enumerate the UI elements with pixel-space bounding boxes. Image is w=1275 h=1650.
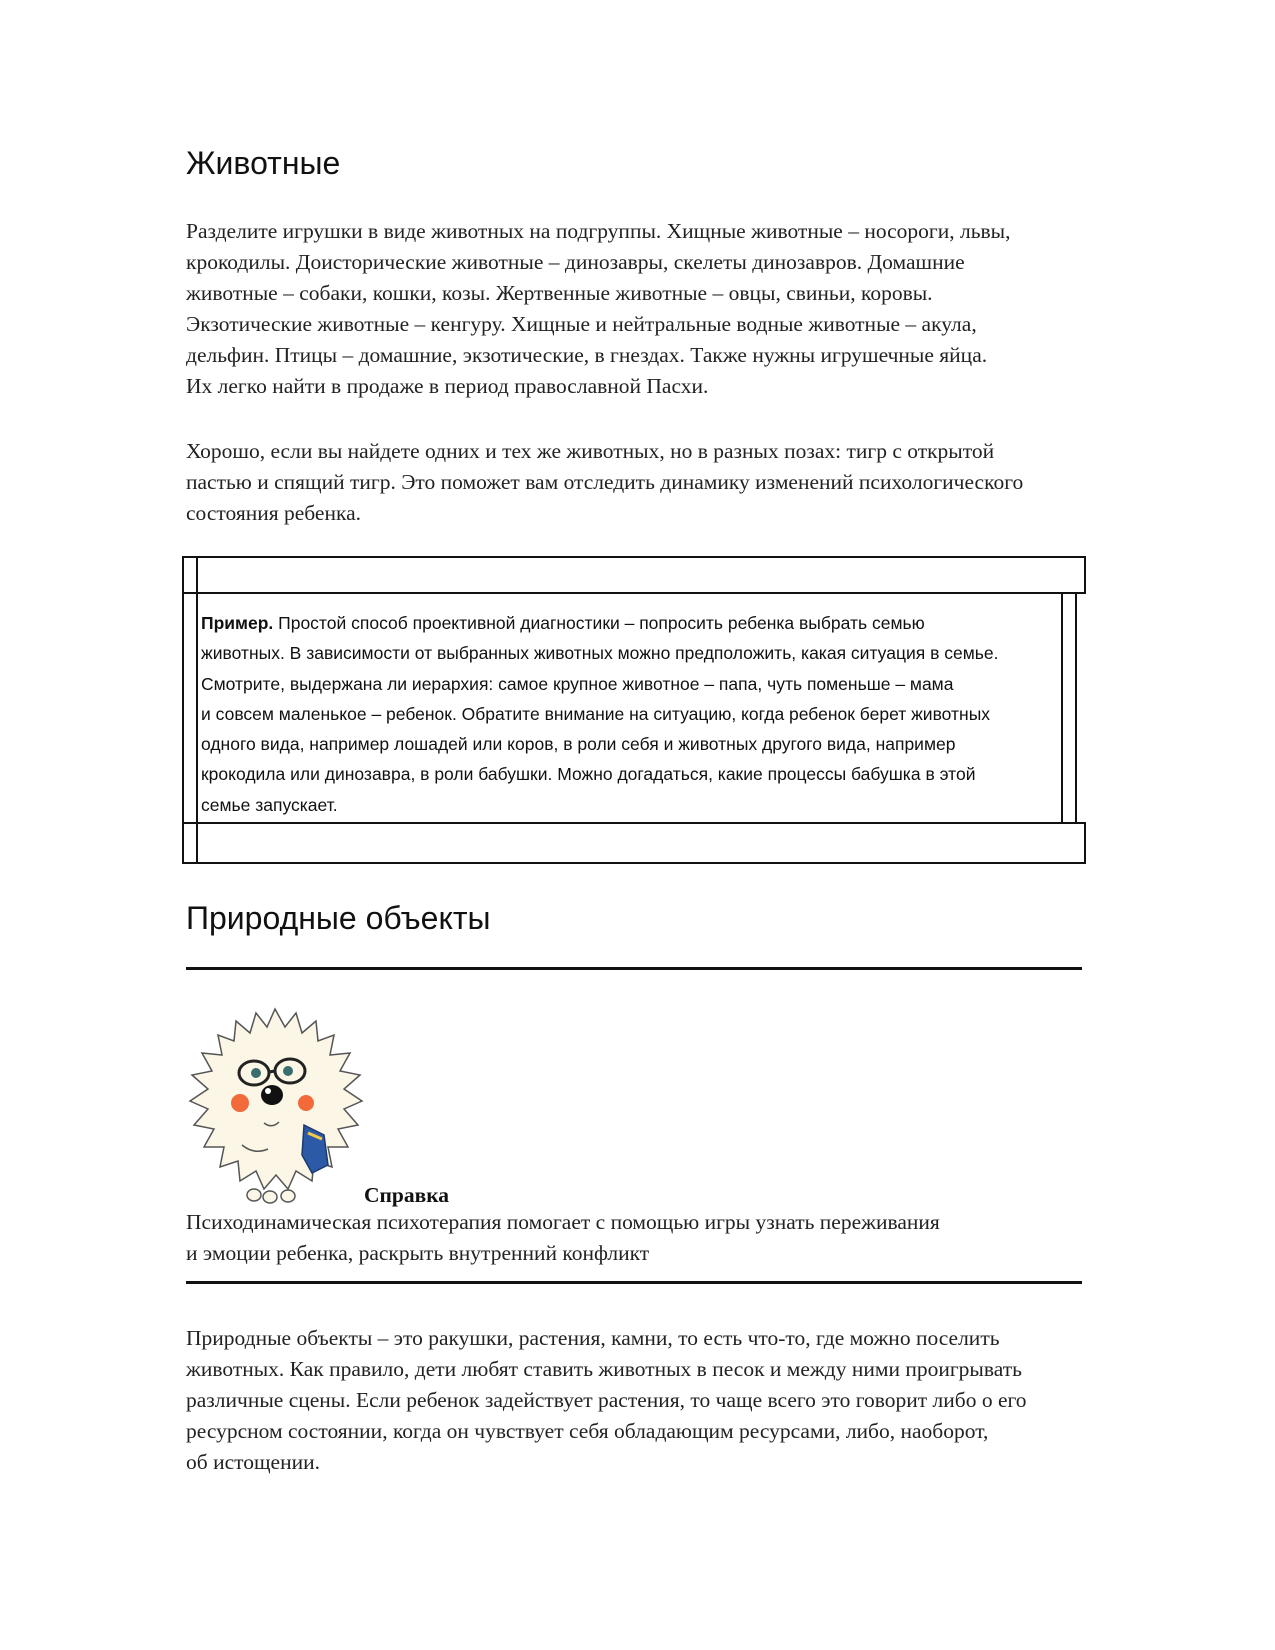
text-line: Хорошо, если вы найдете одних и тех же животных, но в разных позах: тигр с открытой	[186, 439, 995, 463]
text-line: Экзотические животные – кенгуру. Хищные и нейтральные водные животные – акула,	[186, 312, 977, 336]
text-line: крокодила или динозавра, в роли бабушки. Можно догадаться, какие процессы бабушка в этой	[201, 764, 976, 785]
section-title-natural-objects: Природные объекты	[186, 900, 491, 936]
text-line: животных. Как правило, дети любят ставить животных в песок и между ними проигрывать	[186, 1357, 1022, 1381]
example-box-bottom-frame	[182, 822, 1086, 864]
text-line: дельфин. Птицы – домашние, экзотические, в гнездах. Также нужны игрушечные яйца.	[186, 343, 988, 367]
text-line: Разделите игрушки в виде животных на подгруппы. Хищные животные – носороги, львы,	[186, 219, 1011, 243]
text-line: Психодинамическая психотерапия помогает с помощью игры узнать переживания	[186, 1210, 940, 1234]
text-line: состояния ребенка.	[186, 501, 362, 525]
text-line: животные – собаки, кошки, козы. Жертвенные животные – овцы, свиньи, коровы.	[186, 281, 933, 305]
note-text	[186, 1207, 1106, 1269]
text-line: животных. В зависимости от выбранных животных можно предположить, какая ситуация в семье.	[201, 643, 999, 664]
section-title-animals: Животные	[186, 145, 341, 181]
text-line: Смотрите, выдержана ли иерархия: самое крупное животное – папа, чуть поменьше – мама	[201, 673, 954, 694]
text-line	[201, 608, 1071, 638]
paragraph-poses	[186, 436, 1106, 529]
hedgehog-mascot-icon	[184, 1005, 366, 1205]
text-line: семье запускает.	[201, 794, 338, 815]
note-title: Справка	[364, 1183, 450, 1207]
example-box-top-frame	[182, 556, 1086, 594]
text-line: пастью и спящий тигр. Это поможет вам отследить динамику изменений психологического	[186, 470, 1024, 494]
paragraph-animal-groups	[186, 216, 1106, 402]
text-line: об истощении.	[186, 1450, 320, 1474]
text-line: ресурсном состоянии, когда он чувствует себя обладающим ресурсами, либо, наоборот,	[186, 1419, 989, 1443]
text-line: крокодилы. Доисторические животные – динозавры, скелеты динозавров. Домашние	[186, 250, 965, 274]
example-first-line: Простой способ проективной диагностики – попросить ребенка выбрать семью	[273, 613, 925, 633]
note-top-divider	[186, 967, 1082, 970]
text-line: и совсем маленькое – ребенок. Обратите внимание на ситуацию, когда ребенок берет животных	[201, 703, 991, 724]
note-bottom-divider	[186, 1281, 1082, 1284]
example-label: Пример.	[201, 613, 274, 633]
text-line: и эмоции ребенка, раскрыть внутренний конфликт	[186, 1241, 650, 1265]
text-line: различные сцены. Если ребенок задействует растения, то чаще всего это говорит либо о его	[186, 1388, 1027, 1412]
example-box-text	[201, 608, 1071, 820]
text-line: Природные объекты – это ракушки, растения, камни, то есть что-то, где можно поселить	[186, 1326, 1000, 1350]
text-line: одного вида, например лошадей или коров, в роли себя и животных другого вида, например	[201, 734, 956, 755]
text-line: Их легко найти в продаже в период православной Пасхи.	[186, 374, 709, 398]
paragraph-natural-objects	[186, 1323, 1106, 1478]
